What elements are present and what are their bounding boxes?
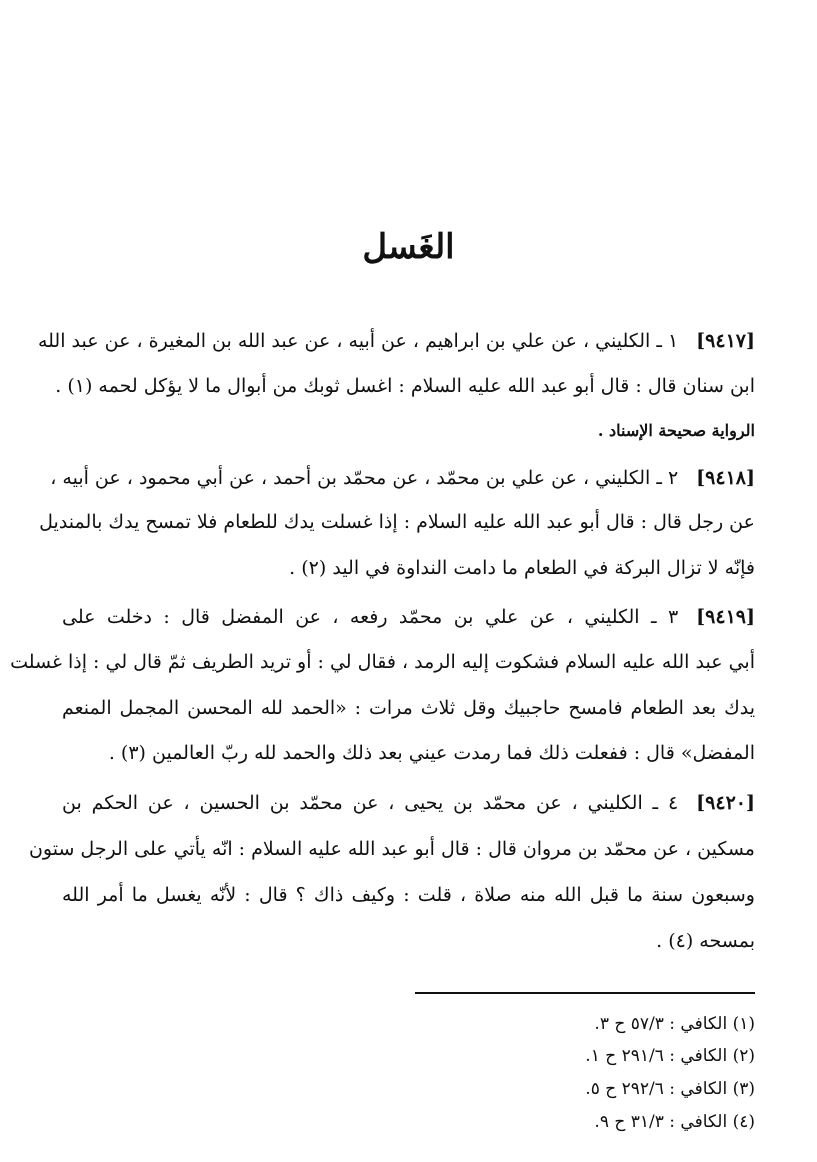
footnote-divider — [415, 992, 755, 994]
entry-9419-line-3: يدك بعد الطعام فامسح حاجبيك وقل ثلاث مرات : «الحمد لله المحسن المجمل المنعم — [62, 697, 755, 719]
footnote-2: (٢) الكافي : ٢٩١/٦ ح ١. — [585, 1046, 755, 1066]
entry-9420-line-1: [٩٤٢٠]٤ ـ الكليني ، عن محمّد بن يحيى ، عن محمّد بن الحسين ، عن الحكم بن — [62, 788, 755, 818]
entry-number: [٩٤١٧] — [696, 330, 755, 352]
entry-number: [٩٤١٨] — [696, 467, 755, 489]
entry-9420-line-3: وسبعون سنة ما قبل الله منه صلاة ، قلت : وكيف ذاك ؟ قال : لأنّه يغسل ما أمر الله — [62, 884, 755, 906]
entry-9419-line-2: أبي عبد الله عليه السلام فشكوت إليه الرمد ، فقال لي : أو تريد الطريف ثمّ قال لي : إذا غسلت — [10, 651, 755, 673]
entry-9418-line-2: عن رجل قال : قال أبو عبد الله عليه السلام : إذا غسلت يدك للطعام فلا تمسح يدك بالمنديل — [39, 511, 755, 533]
entry-9419-line-1: [٩٤١٩]٣ ـ الكليني ، عن علي بن محمّد رفعه ، عن المفضل قال : دخلت على — [62, 602, 755, 632]
entry-number: [٩٤٢٠] — [696, 792, 755, 814]
entry-9420-line-2: مسكين ، عن محمّد بن مروان قال : قال أبو عبد الله عليه السلام : انّه يأتي على الرجل ستون — [28, 838, 755, 860]
entry-9420-line-4: بمسحه (٤) . — [656, 930, 755, 952]
footnote-1: (١) الكافي : ٥٧/٣ ح ٣. — [594, 1014, 755, 1034]
entry-9418-line-1: [٩٤١٨]٢ ـ الكليني ، عن علي بن محمّد ، عن محمّد بن أحمد ، عن أبي محمود ، عن أبيه ، — [62, 463, 755, 493]
entry-number: [٩٤١٩] — [696, 606, 755, 628]
entry-9417-note: الرواية صحيحة الإسناد . — [597, 421, 755, 440]
entry-9417-line-2: ابن سنان قال : قال أبو عبد الله عليه السلام : اغسل ثوبك من أبوال ما لا يؤكل لحمه (١) . — [55, 375, 755, 397]
entry-9418-line-3: فإنّه لا تزال البركة في الطعام ما دامت النداوة في اليد (٢) . — [289, 557, 755, 579]
footnote-3: (٣) الكافي : ٢٩٢/٦ ح ٥. — [585, 1079, 755, 1099]
entry-9419-line-4: المفضل» قال : ففعلت ذلك فما رمدت عيني بعد ذلك والحمد لله ربّ العالمين (٣) . — [108, 742, 755, 764]
entry-9417-line-1: [٩٤١٧]١ ـ الكليني ، عن علي بن ابراهيم ، عن أبيه ، عن عبد الله بن المغيرة ، عن عبد الله — [62, 326, 755, 356]
footnote-4: (٤) الكافي : ٣١/٣ ح ٩. — [594, 1112, 755, 1132]
page-title: الغَسل — [362, 227, 455, 267]
